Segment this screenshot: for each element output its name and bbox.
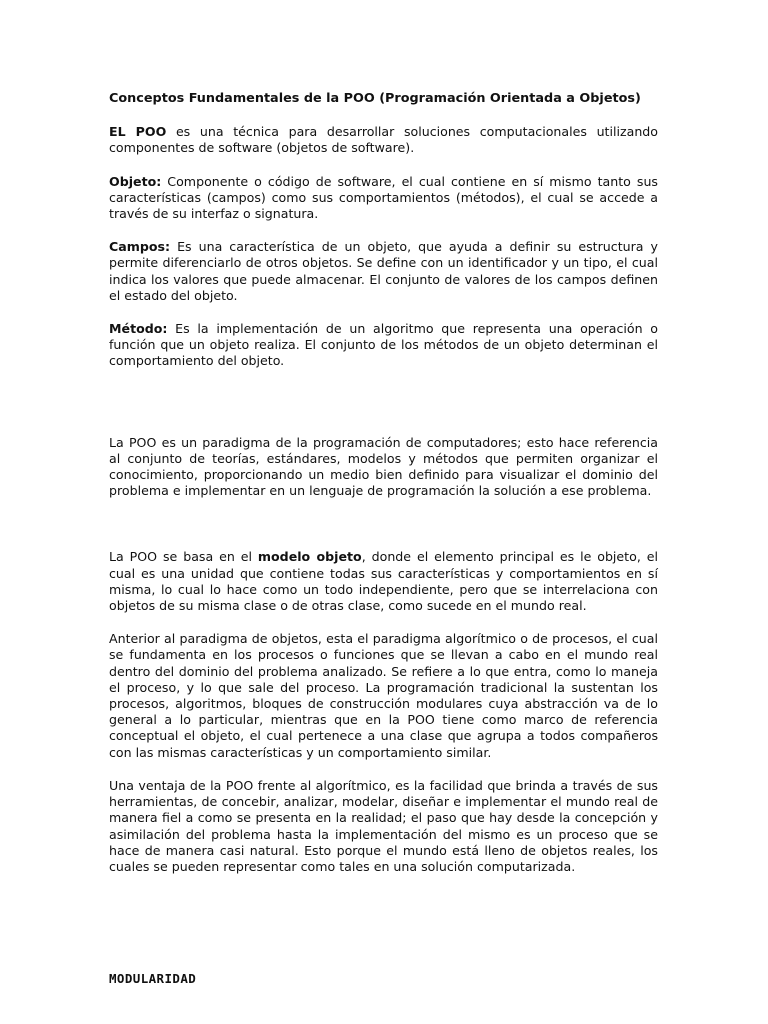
model-paragraph-end: , donde el elemento principal es le objeto, el cual es una unidad que contiene todas sus características y comportamientos en sí misma, lo cual lo hace como un todo independiente, pero que se interrelaciona con objetos de su misma clase o de otras clase, como sucede en el mundo real. — [109, 549, 658, 614]
model-paragraph-start: La POO se basa en el — [109, 549, 258, 565]
definition-objeto-text: Componente o código de software, el cual contiene en sí mismo tanto sus características (campos) como sus comportamientos (métodos), el cual se accede a través de su interfaz o signatura. — [109, 173, 658, 222]
algorithmic-paragraph: Anterior al paradigma de objetos, esta el paradigma algorítmico o de procesos, el cual se fundamenta en los procesos o funciones que se llevan a cabo en el mundo real dentro del dominio del problema analizado. Se refiere a lo que entra, como lo maneja el proceso, y lo que sale del proceso. La programación tradicional la sustentan los procesos, algoritmos, bloques de construcción modulares cuya abstracción va de lo general a lo particular, mientras que en la POO tiene como marco de referencia conceptual el objeto, el cual pertenece a una clase que agrupa a todos compañeros con las mismas características y un comportamiento similar. — [109, 631, 658, 760]
definition-metodo-text: Es la implementación de un algoritmo que representa una operación o función que un objeto realiza. El conjunto de los métodos de un objeto determinan el comportamiento del objeto. — [109, 321, 658, 369]
definition-campos-text: Es una característica de un objeto, que ayuda a definir su estructura y permite diferenciarlo de otros objetos. Se define con un identificador y un tipo, el cual indica los valores que puede almacenar. El conjunto de valores de los campos definen el estado del objeto. — [109, 239, 658, 303]
term-poo: EL POO — [109, 124, 167, 140]
definition-metodo — [109, 321, 658, 370]
blank-space — [109, 387, 658, 435]
definition-poo — [109, 124, 658, 156]
definition-poo-text: es una técnica para desarrollar soluciones computacionales utilizando componentes de software (objetos de software). — [109, 124, 658, 156]
term-objeto: Objeto: — [109, 173, 162, 189]
document-body — [109, 91, 658, 892]
definition-campos — [109, 239, 658, 304]
term-metodo: Método: — [109, 321, 168, 337]
blank-space — [109, 516, 658, 549]
advantage-paragraph: Una ventaja de la POO frente al algorítmico, es la facilidad que brinda a través de sus herramientas, de concebir, analizar, modelar, diseñar e implementar el mundo real de manera fiel a como se presenta en la realidad; el paso que hay desde la concepción y asimilación del problema hasta la implementación del mismo es un proceso que se hace de manera casi natural. Esto porque el mundo está lleno de objetos reales, los cuales se pueden representar como tales en una solución computarizada. — [109, 777, 658, 874]
definition-objeto — [109, 174, 658, 223]
paradigm-paragraph: La POO es un paradigma de la programación de computadores; esto hace referencia al conjunto de teorías, estándares, modelos y métodos que permiten organizar el conocimiento, proporcionando un medio bien definido para visualizar el dominio del problema e implementar en un lenguaje de programación la solución a ese problema. — [109, 434, 658, 499]
modularidad-heading: MODULARIDAD — [109, 971, 197, 986]
document-title: Conceptos Fundamentales de la POO (Programación Orientada a Objetos) — [109, 91, 641, 106]
model-object-term: modelo objeto — [257, 549, 362, 565]
term-campos: Campos: — [109, 239, 171, 255]
model-paragraph — [109, 549, 658, 614]
